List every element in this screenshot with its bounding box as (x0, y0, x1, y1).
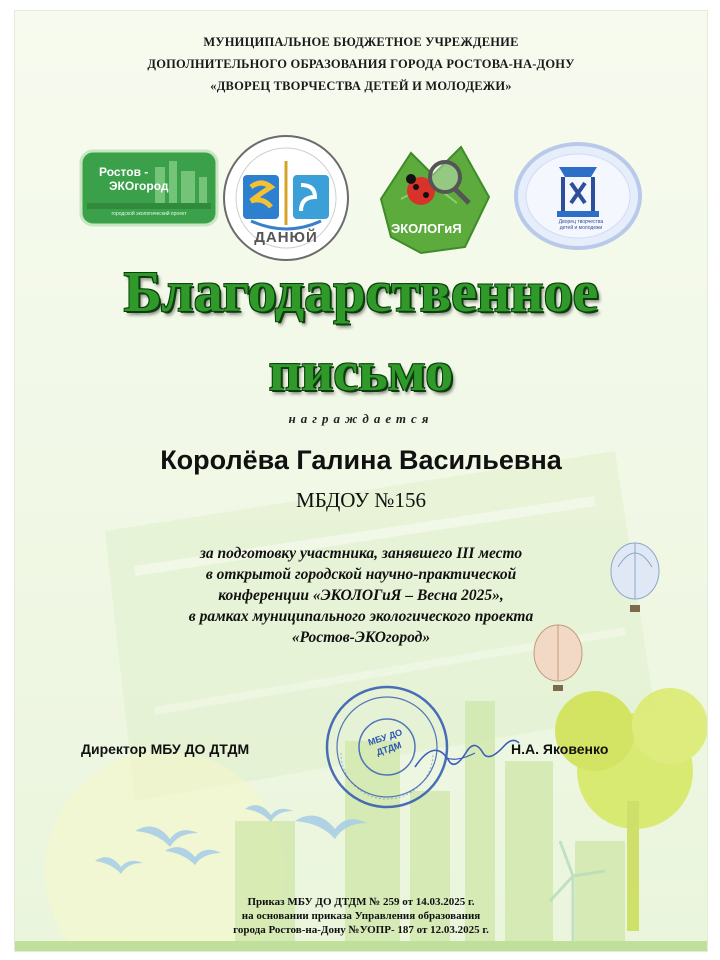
recipient-organization: МБДОУ №156 (296, 488, 426, 512)
footer-line-1: Приказ МБУ ДО ДТДМ № 259 от 14.03.2025 г. (247, 896, 475, 908)
stamp-center-text: МБУ ДО ДТДМ (366, 727, 404, 758)
footer-line-3: города Ростов-на-Дону №УОПР- 187 от 12.03.2025 г. (233, 924, 489, 936)
title-line-1: Благодарственное (123, 259, 599, 324)
logo-palace-caption: Дворец творчества детей и молодежи (558, 219, 604, 231)
header-line-3: «ДВОРЕЦ ТВОРЧЕСТВА ДЕТЕЙ И МОЛОДЕЖИ» (210, 79, 512, 93)
reason-line-1: за подготовку участника, занявшего III место (199, 545, 523, 562)
reason-line-4: в рамках муниципального экологического проекта (188, 608, 534, 625)
logo-daniy-text: ДАНЮЙ (254, 229, 318, 246)
reason-line-5: «Ростов-ЭКОгород» (291, 629, 431, 646)
title-line-2: письмо (268, 341, 454, 403)
ground-strip (15, 941, 707, 951)
logo-ecology-text: ЭКОЛОГиЯ (391, 221, 462, 236)
signature-name: Н.А. Яковенко (511, 741, 609, 757)
certificate-page (14, 10, 708, 952)
signature-position: Директор МБУ ДО ДТДМ (81, 741, 250, 757)
logo-rostov-line2: ЭКОгород (109, 179, 169, 193)
footer-line-2: на основании приказа Управления образования (241, 910, 481, 922)
logo-daniy (221, 133, 351, 263)
logo-rostov-caption: городской экологический проект (111, 211, 187, 217)
logo-rostov-line1: Ростов - (99, 165, 149, 179)
logo-palace (513, 141, 643, 251)
header-line-2: ДОПОЛНИТЕЛЬНОГО ОБРАЗОВАНИЯ ГОРОДА РОСТОВА-НА-ДОНУ (147, 57, 575, 71)
reason-line-3: конференции «ЭКОЛОГиЯ – Весна 2025», (218, 587, 504, 604)
header-line-1: МУНИЦИПАЛЬНОЕ БЮДЖЕТНОЕ УЧРЕЖДЕНИЕ (203, 35, 519, 49)
recipient-name: Королёва Галина Васильевна (160, 445, 562, 475)
handwritten-signature (405, 727, 525, 787)
magnifier-icon (430, 162, 460, 192)
reason-line-2: в открытой городской научно-практической (205, 566, 517, 583)
logo-ecology (361, 139, 501, 259)
awarded-text: награждается (288, 411, 434, 426)
logo-rostov-ekogorod (79, 149, 219, 227)
